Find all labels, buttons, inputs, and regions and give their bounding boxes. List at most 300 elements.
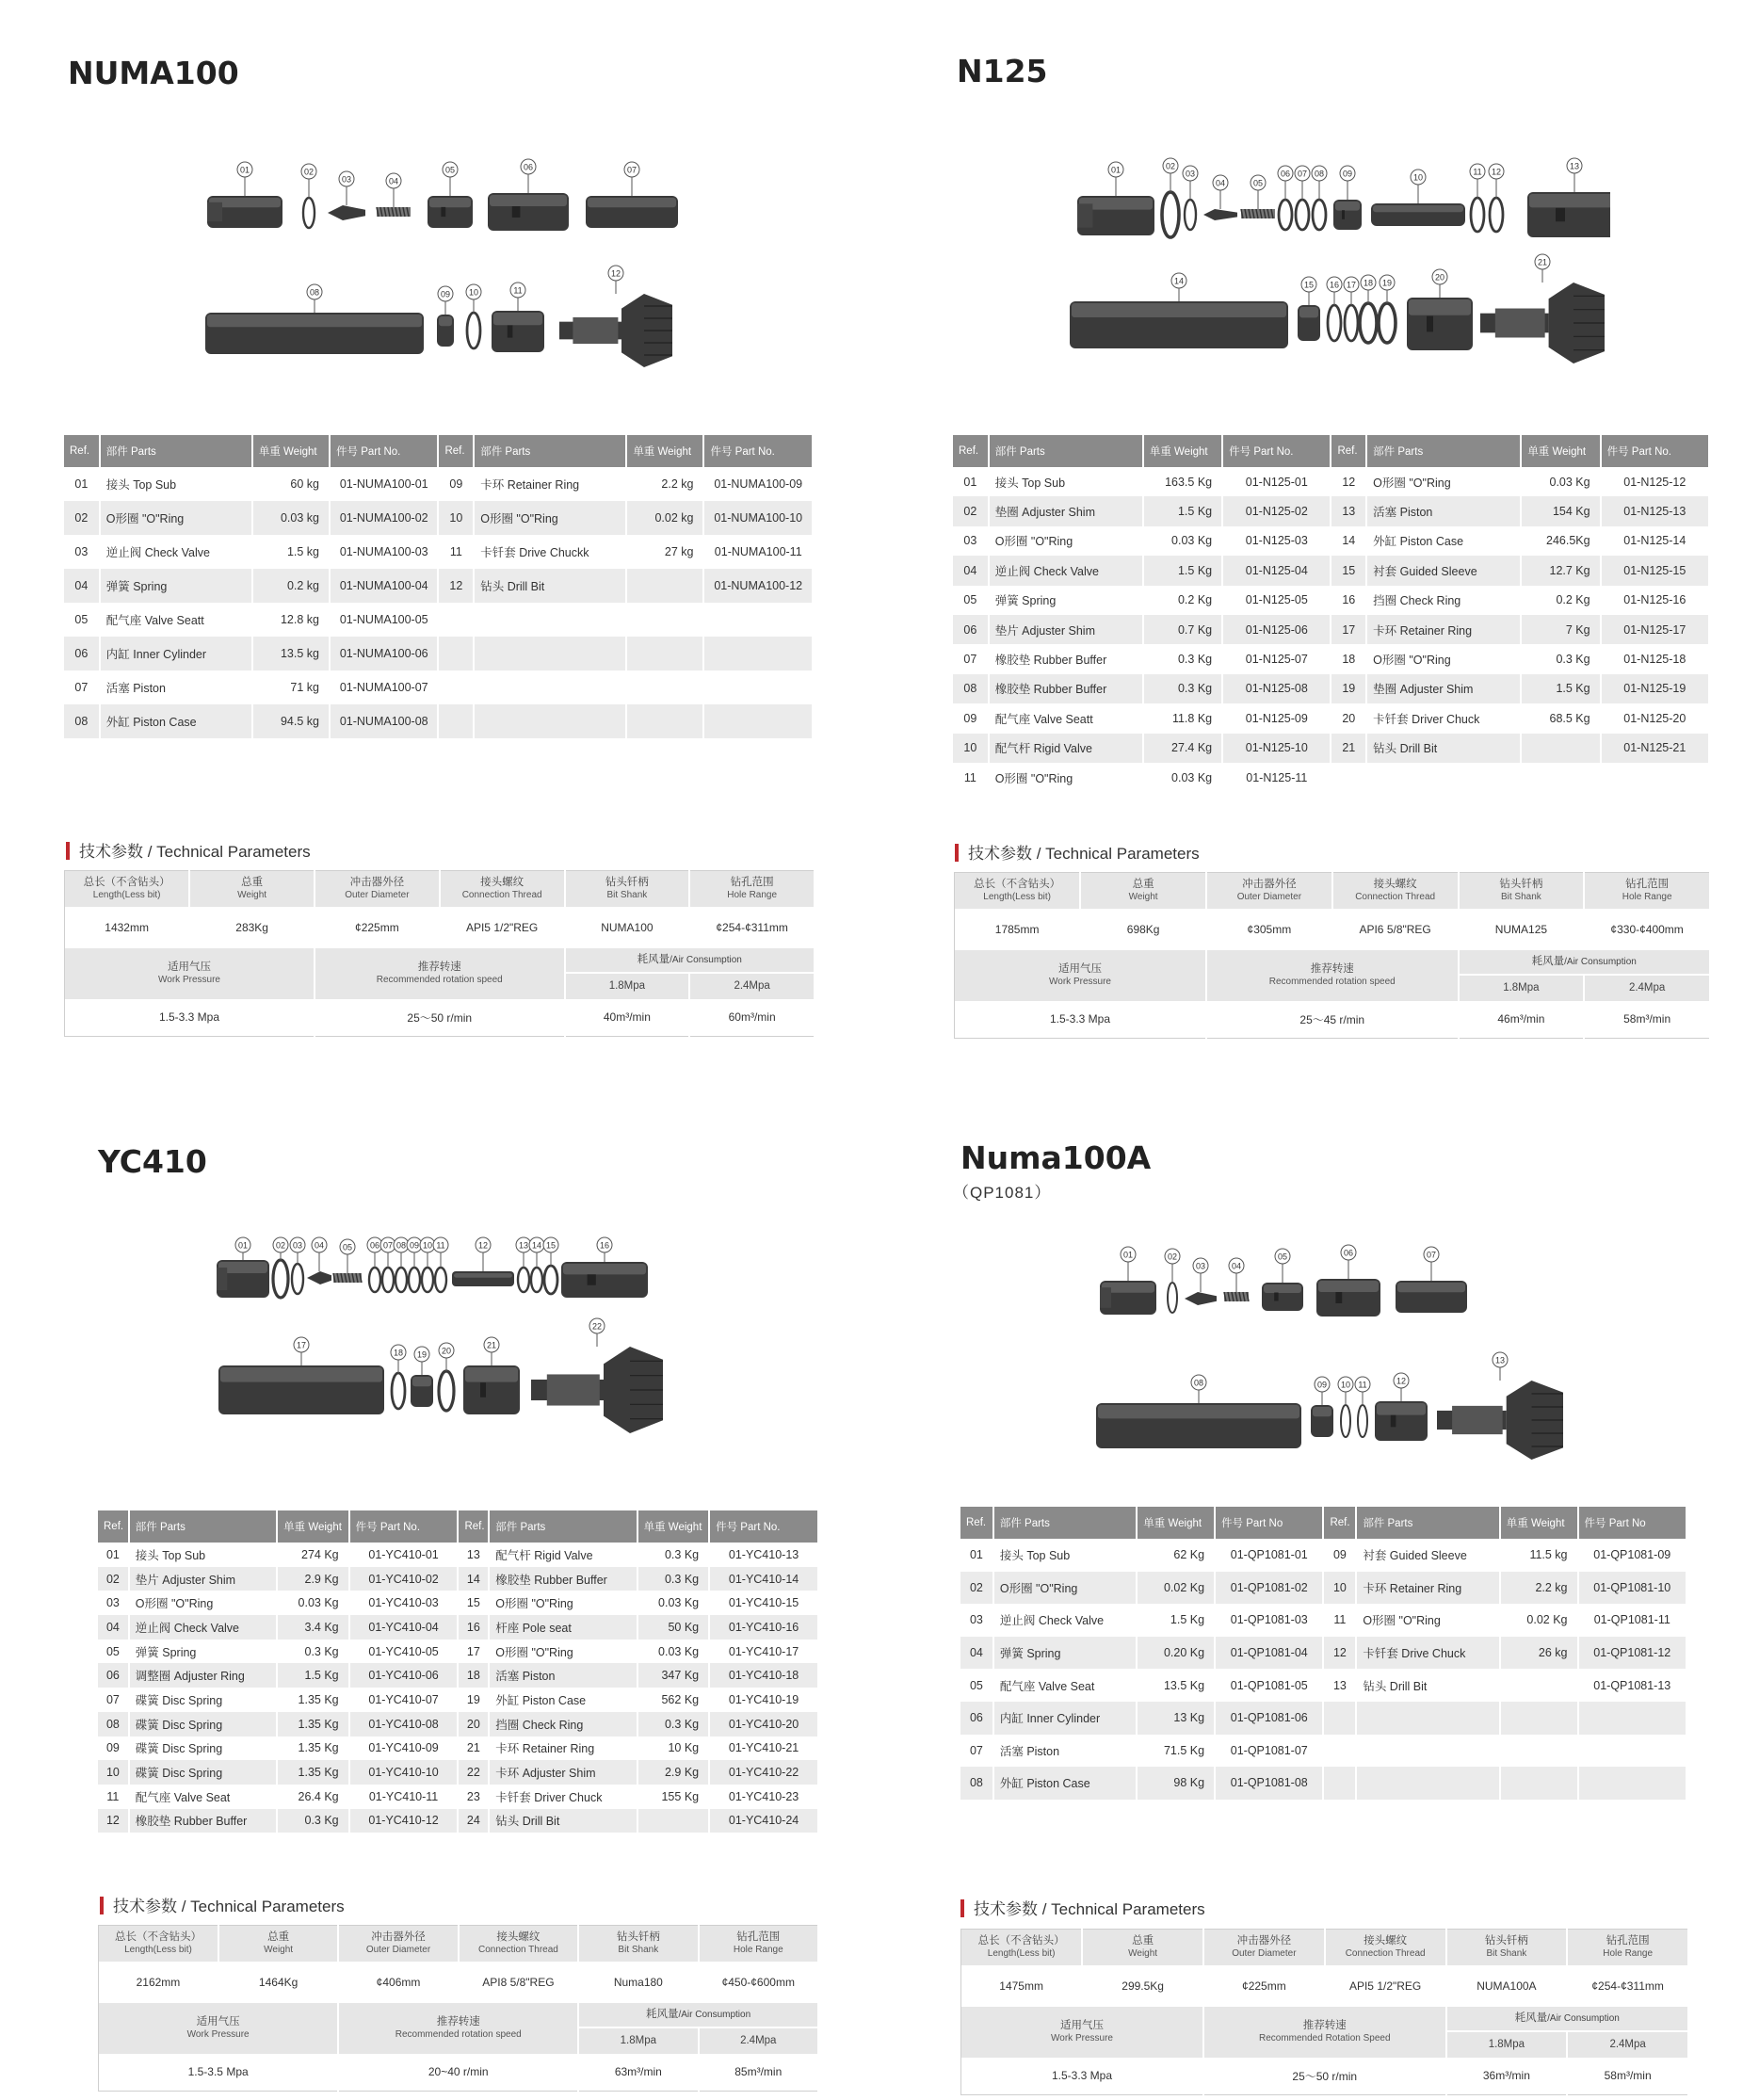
parts-col-header: Ref. <box>458 1510 489 1543</box>
piston-part <box>1371 203 1465 226</box>
parts-col-header: 部件 Parts <box>100 435 252 467</box>
spring-part <box>1224 1292 1249 1301</box>
callout-number: 08 <box>1193 1378 1204 1388</box>
part-name: O形圈 "O"Ring <box>129 1591 277 1615</box>
header-cn: 总长（不含钻头） <box>114 1930 202 1943</box>
callout-number: 07 <box>626 165 637 175</box>
header-en: Weight <box>264 1944 294 1955</box>
valve-part <box>328 205 365 220</box>
part-number: 01-QP1081-13 <box>1578 1669 1686 1702</box>
part-ref: 24 <box>458 1809 489 1833</box>
table-row <box>98 1785 818 1809</box>
header-en-inline: /Air Consumption <box>1564 956 1637 967</box>
part-name: 逆止阀 Check Valve <box>100 535 252 569</box>
header-cn: 接头螺纹 <box>480 876 524 888</box>
part-ref: 19 <box>1331 674 1366 703</box>
part-ref: 13 <box>1323 1669 1356 1702</box>
tech-params-heading-numa100a: 技术参数 / Technical Parameters <box>960 1896 1205 1919</box>
part-number: 01-N125-04 <box>1222 556 1331 585</box>
part-ref: 05 <box>64 603 100 637</box>
part-number: 01-N125-12 <box>1601 467 1709 496</box>
header-en: Bit Shank <box>606 889 648 900</box>
part-ref: 05 <box>98 1640 129 1664</box>
tech-col-header <box>1332 873 1459 909</box>
part-number: 01-YC410-17 <box>709 1640 818 1664</box>
part-name: 杆座 Pole seat <box>489 1615 637 1640</box>
spring-part <box>1241 209 1275 218</box>
header-en: Recommended rotation speed <box>1268 976 1396 987</box>
callout-number: 08 <box>309 287 320 298</box>
part-name: 逆止阀 Check Valve <box>993 1604 1137 1637</box>
bit-part <box>1437 1381 1563 1460</box>
o-ring-part <box>1328 305 1341 341</box>
header-en: Connection Thread <box>1355 891 1436 902</box>
tech-value-air-2: 58m³/min <box>1567 2058 1688 2095</box>
part-number: 01-YC410-20 <box>709 1712 818 1737</box>
part-number: 01-YC410-22 <box>709 1760 818 1785</box>
callout-number: 07 <box>1426 1250 1437 1260</box>
cyl-part <box>1375 1401 1428 1441</box>
part-name: 卡环 Retainer Ring <box>489 1737 637 1761</box>
part-number: 01-YC410-18 <box>709 1663 818 1688</box>
piston-part <box>1396 1281 1467 1313</box>
header-en: Hole Range <box>1622 891 1672 902</box>
header-cn: 推荐转速 <box>436 2015 480 2027</box>
part-ref: 23 <box>458 1785 489 1809</box>
part-number: 01-YC410-06 <box>349 1663 459 1688</box>
o-ring-part <box>1341 1405 1350 1437</box>
part-name: 衬套 Guided Sleeve <box>1366 556 1521 585</box>
part-number: 01-N125-05 <box>1222 586 1331 615</box>
tech-value-weight: 698Kg <box>1080 909 1206 950</box>
part-weight: 0.03 Kg <box>1521 467 1600 496</box>
part-weight: 7 Kg <box>1521 615 1600 644</box>
part-name: O形圈 "O"Ring <box>489 1591 637 1615</box>
header-cn: 接头螺纹 <box>1373 878 1417 890</box>
tech-col-header <box>440 871 565 907</box>
tech-col-header <box>1584 873 1710 909</box>
air-consumption-header <box>1446 2007 1689 2031</box>
part-name: O形圈 "O"Ring <box>1356 1604 1499 1637</box>
tech-values-row <box>955 909 1711 950</box>
parts-col-header: 件号 Part No. <box>1601 435 1709 467</box>
air-pressure-1: 1.8Mpa <box>1459 975 1585 1001</box>
empty-cell <box>474 704 626 738</box>
part-ref: 08 <box>64 704 100 738</box>
part-weight: 62 Kg <box>1137 1539 1215 1572</box>
part-number: 01-QP1081-10 <box>1578 1572 1686 1605</box>
callout-number: 16 <box>1329 280 1340 290</box>
empty-cell <box>1366 763 1521 792</box>
callout-number: 15 <box>1303 280 1315 290</box>
part-ref: 06 <box>98 1663 129 1688</box>
tech-col-header <box>578 1926 698 1962</box>
part-number: 01-NUMA100-12 <box>703 569 813 603</box>
part-ref: 03 <box>64 535 100 569</box>
sub-part <box>217 1260 269 1298</box>
table-row <box>64 467 813 501</box>
part-number: 01-NUMA100-03 <box>330 535 438 569</box>
part-number: 01-N125-02 <box>1222 496 1331 525</box>
tech-value-shank: NUMA125 <box>1459 909 1585 950</box>
part-weight: 0.3 Kg <box>637 1543 710 1567</box>
part-number: 01-YC410-08 <box>349 1712 459 1737</box>
part-ref: 04 <box>64 569 100 603</box>
part-name: 橡胶垫 Rubber Buffer <box>129 1809 277 1833</box>
empty-cell <box>438 637 474 670</box>
part-number: 01-YC410-23 <box>709 1785 818 1809</box>
part-weight: 246.5Kg <box>1521 526 1600 556</box>
part-ref: 04 <box>98 1615 129 1640</box>
tech-value-air-2: 60m³/min <box>689 999 815 1037</box>
empty-cell <box>626 637 703 670</box>
tech-col-header <box>689 871 815 907</box>
callout-number: 18 <box>1363 278 1374 288</box>
tech-values-row <box>99 1962 819 2003</box>
header-en: Weight <box>1128 1947 1158 1959</box>
parts-col-header: 单重 Weight <box>252 435 330 467</box>
tech-values-row <box>65 999 815 1037</box>
callout-number: 15 <box>545 1240 557 1251</box>
tech-value-hole: ¢254-¢311mm <box>1567 1965 1688 2007</box>
o-ring-part <box>1279 200 1292 230</box>
case-part <box>218 1365 384 1414</box>
part-name: 接头 Top Sub <box>993 1539 1137 1572</box>
part-number: 01-NUMA100-02 <box>330 501 438 535</box>
part-weight: 50 Kg <box>637 1615 710 1640</box>
parts-col-header: 单重 Weight <box>1137 1507 1215 1539</box>
part-number: 01-YC410-16 <box>709 1615 818 1640</box>
tech-params-heading-n125: 技术参数 / Technical Parameters <box>955 840 1200 864</box>
empty-cell <box>1578 1702 1686 1735</box>
work-pressure-header <box>955 950 1207 1001</box>
part-number: 01-N125-01 <box>1222 467 1331 496</box>
part-name: O形圈 "O"Ring <box>989 763 1143 792</box>
piston-part <box>586 196 678 228</box>
header-cn: 总重 <box>1132 1934 1154 1947</box>
part-ref: 20 <box>1331 703 1366 733</box>
part-weight: 347 Kg <box>637 1663 710 1688</box>
callout-number: 06 <box>1280 169 1291 179</box>
part-ref: 03 <box>98 1591 129 1615</box>
header-cn: 耗风量 <box>1514 2011 1548 2024</box>
part-ref: 10 <box>438 501 474 535</box>
part-name: 衬套 Guided Sleeve <box>1356 1539 1499 1572</box>
sub-part <box>1100 1281 1156 1315</box>
callout-number: 11 <box>1358 1380 1367 1390</box>
part-ref: 17 <box>1331 615 1366 644</box>
part-weight: 26 kg <box>1500 1637 1578 1670</box>
part-name: 钻头 Drill Bit <box>1356 1669 1499 1702</box>
header-en: Work Pressure <box>158 974 220 985</box>
part-weight: 11.5 kg <box>1500 1539 1578 1572</box>
callout-number: 07 <box>1297 169 1308 179</box>
part-weight: 60 kg <box>252 467 330 501</box>
table-row <box>960 1572 1686 1605</box>
parts-col-header: 部件 Parts <box>993 1507 1137 1539</box>
part-name: 卡环 Adjuster Shim <box>489 1760 637 1785</box>
parts-col-header: Ref. <box>953 435 989 467</box>
table-row <box>64 670 813 704</box>
header-en-inline: /Air Consumption <box>678 2009 751 2020</box>
part-weight: 10 Kg <box>637 1737 710 1761</box>
empty-cell <box>703 637 813 670</box>
tech-value-length: 1432mm <box>65 907 190 948</box>
o-ring-part <box>531 1268 542 1292</box>
table-row <box>953 586 1709 615</box>
header-en: Work Pressure <box>1051 2032 1113 2043</box>
tech-col-header <box>1459 873 1585 909</box>
table-row <box>64 501 813 535</box>
parts-col-header: 件号 Part No <box>1578 1507 1686 1539</box>
parts-col-header: 部件 Parts <box>489 1510 637 1543</box>
part-name: 调整圈 Adjuster Ring <box>129 1663 277 1688</box>
bit-part <box>559 294 672 367</box>
tech-col-header <box>65 871 190 907</box>
o-ring-part <box>395 1268 407 1292</box>
part-name: 卡钎套 Driver Chuck <box>1366 703 1521 733</box>
header-en-inline: /Air Consumption <box>670 954 742 965</box>
part-ref: 10 <box>1323 1572 1356 1605</box>
header-en: Outer Diameter <box>365 1944 431 1955</box>
header-en: Hole Range <box>733 1944 783 1955</box>
tech-values-row <box>65 907 815 948</box>
part-number: 01-N125-11 <box>1222 763 1331 792</box>
part-name: 配气座 Valve Seat <box>993 1669 1137 1702</box>
callout-number: 21 <box>1537 257 1548 267</box>
tech-value-od: ¢225mm <box>315 907 440 948</box>
part-number: 01-YC410-02 <box>349 1567 459 1591</box>
tech-values-row <box>99 2054 819 2092</box>
valve-part <box>1203 209 1237 220</box>
part-name: 橡胶垫 Rubber Buffer <box>489 1567 637 1591</box>
callout-number: 03 <box>292 1240 303 1251</box>
tech-value-air-1: 40m³/min <box>565 999 690 1037</box>
parts-col-header: 单重 Weight <box>1500 1507 1578 1539</box>
part-number: 01-QP1081-09 <box>1578 1539 1686 1572</box>
o-ring-part <box>1313 200 1326 230</box>
callout-number: 11 <box>436 1240 445 1251</box>
part-number: 01-YC410-14 <box>709 1567 818 1591</box>
part-ref: 11 <box>438 535 474 569</box>
part-ref: 14 <box>458 1567 489 1591</box>
callout-number: 16 <box>599 1240 610 1251</box>
part-number: 01-YC410-15 <box>709 1591 818 1615</box>
part-ref: 16 <box>1331 586 1366 615</box>
model-subtitle-numa100a: （QP1081） <box>953 1184 1052 1202</box>
callout-number: 14 <box>531 1240 542 1251</box>
part-name: 外缸 Piston Case <box>993 1767 1137 1800</box>
part-weight: 1.5 kg <box>252 535 330 569</box>
part-number: 01-N125-03 <box>1222 526 1331 556</box>
header-cn: 接头螺纹 <box>496 1930 541 1943</box>
cyl-part <box>1407 298 1473 350</box>
parts-col-header: 单重 Weight <box>277 1510 349 1543</box>
part-number: 01-N125-09 <box>1222 703 1331 733</box>
part-ref: 10 <box>953 734 989 763</box>
callout-number: 01 <box>1122 1250 1134 1260</box>
part-ref: 08 <box>98 1712 129 1737</box>
header-cn: 钻头钎柄 <box>605 876 649 888</box>
part-number: 01-N125-17 <box>1601 615 1709 644</box>
header-cn: 钻孔范围 <box>730 876 774 888</box>
part-name: 配气座 Valve Seatt <box>989 703 1143 733</box>
tech-col-header <box>961 1930 1083 1965</box>
part-number: 01-N125-07 <box>1222 644 1331 673</box>
tech-value-air-2: 58m³/min <box>1584 1001 1710 1039</box>
table-row <box>960 1767 1686 1800</box>
work-pressure-header <box>961 2007 1204 2058</box>
header-en: Hole Range <box>1603 1947 1654 1959</box>
part-ref: 12 <box>438 569 474 603</box>
o-ring-part <box>1162 192 1179 237</box>
part-weight: 1.35 Kg <box>277 1760 349 1785</box>
tech-params-table-yc410 <box>98 1925 819 2092</box>
tech-value-air-2: 85m³/min <box>699 2054 818 2092</box>
part-name: 弹簧 Spring <box>100 569 252 603</box>
part-name: 活塞 Piston <box>100 670 252 704</box>
part-weight <box>626 569 703 603</box>
part-name: 橡胶垫 Rubber Buffer <box>989 674 1143 703</box>
part-name: 挡圈 Check Ring <box>1366 586 1521 615</box>
tech-value-shank: NUMA100A <box>1446 1965 1568 2007</box>
part-number: 01-YC410-24 <box>709 1809 818 1833</box>
part-name: 碟簧 Disc Spring <box>129 1688 277 1712</box>
callout-number: 13 <box>1569 161 1580 171</box>
o-ring-part <box>1185 200 1196 230</box>
header-en: Connection Thread <box>477 1944 558 1955</box>
tech-col-header <box>1082 1930 1203 1965</box>
part-number: 01-NUMA100-05 <box>330 603 438 637</box>
table-row <box>960 1604 1686 1637</box>
callout-number: 12 <box>477 1240 489 1251</box>
part-number: 01-YC410-05 <box>349 1640 459 1664</box>
tech-col-header <box>565 871 690 907</box>
part-weight: 2.2 kg <box>1500 1572 1578 1605</box>
callout-number: 05 <box>1277 1252 1288 1262</box>
tech-value-thread: API5 1/2"REG <box>440 907 565 948</box>
o-ring-part <box>1490 198 1503 232</box>
air-consumption-header <box>578 2003 818 2027</box>
tech-value-air-1: 36m³/min <box>1446 2058 1568 2095</box>
part-number: 01-YC410-04 <box>349 1615 459 1640</box>
header-en: Recommended rotation speed <box>376 974 503 985</box>
cyl-part <box>492 311 544 352</box>
part-weight: 274 Kg <box>277 1543 349 1567</box>
part-name: 卡钎套 Drive Chuckk <box>474 535 626 569</box>
empty-cell <box>626 670 703 704</box>
part-ref: 08 <box>953 674 989 703</box>
callout-number: 09 <box>1342 169 1353 179</box>
part-number: 01-QP1081-08 <box>1215 1767 1323 1800</box>
cyl-part <box>463 1365 520 1414</box>
part-weight: 12.7 Kg <box>1521 556 1600 585</box>
parts-col-header: 件号 Part No. <box>349 1510 459 1543</box>
valve-part <box>307 1271 331 1284</box>
tech-col-header <box>218 1926 338 1962</box>
tech-col-header <box>1203 1930 1325 1965</box>
part-name: 接头 Top Sub <box>129 1543 277 1567</box>
header-cn: 总重 <box>267 1930 290 1943</box>
tech-value-weight: 1464Kg <box>218 1962 338 2003</box>
part-weight: 1.5 Kg <box>277 1663 349 1688</box>
part-ref: 09 <box>438 467 474 501</box>
part-ref: 02 <box>98 1567 129 1591</box>
table-row <box>953 615 1709 644</box>
part-weight: 71 kg <box>252 670 330 704</box>
part-weight: 11.8 Kg <box>1143 703 1222 733</box>
tech-value-weight: 299.5Kg <box>1082 1965 1203 2007</box>
part-number: 01-N125-06 <box>1222 615 1331 644</box>
o-ring-part <box>409 1268 420 1292</box>
part-name: 配气座 Valve Seatt <box>100 603 252 637</box>
part-name: 卡环 Retainer Ring <box>1356 1572 1499 1605</box>
tech-header-row <box>961 2007 1689 2031</box>
empty-cell <box>626 704 703 738</box>
tech-header-row <box>955 950 1711 975</box>
table-row <box>98 1543 818 1567</box>
o-ring-part <box>544 1266 557 1294</box>
header-cn: 推荐转速 <box>1310 962 1354 975</box>
tech-params-table-n125 <box>954 872 1711 1039</box>
empty-cell <box>438 603 474 637</box>
model-title-numa100: NUMA100 <box>68 55 239 91</box>
part-ref: 13 <box>458 1543 489 1567</box>
part-ref: 11 <box>953 763 989 792</box>
seat-part <box>1262 1283 1303 1311</box>
tech-params-heading-numa100: 技术参数 / Technical Parameters <box>66 838 311 862</box>
table-row <box>98 1640 818 1664</box>
part-ref: 07 <box>953 644 989 673</box>
part-number: 01-N125-21 <box>1601 734 1709 763</box>
tech-value-thread: API5 1/2"REG <box>1325 1965 1446 2007</box>
part-name: 卡环 Retainer Ring <box>474 467 626 501</box>
part-ref: 12 <box>98 1809 129 1833</box>
callout-number: 02 <box>275 1240 286 1251</box>
part-ref: 04 <box>953 556 989 585</box>
header-en: Bit Shank <box>1500 891 1541 902</box>
part-name: 外缸 Piston Case <box>1366 526 1521 556</box>
part-weight: 0.02 kg <box>626 501 703 535</box>
part-weight: 0.03 Kg <box>277 1591 349 1615</box>
part-weight: 0.3 Kg <box>277 1809 349 1833</box>
part-number: 01-NUMA100-09 <box>703 467 813 501</box>
header-cn: 总长（不含钻头） <box>974 878 1061 890</box>
header-en: Outer Diameter <box>1232 1947 1297 1959</box>
part-number: 01-YC410-21 <box>709 1737 818 1761</box>
callout-number: 10 <box>422 1240 433 1251</box>
table-row <box>953 734 1709 763</box>
part-weight: 68.5 Kg <box>1521 703 1600 733</box>
header-en: Work Pressure <box>1049 976 1111 987</box>
callout-number: 22 <box>591 1321 603 1332</box>
empty-cell <box>1578 1735 1686 1768</box>
part-weight: 71.5 Kg <box>1137 1735 1215 1768</box>
part-ref: 07 <box>98 1688 129 1712</box>
part-name: 钻头 Drill Bit <box>489 1809 637 1833</box>
tech-value-od: ¢305mm <box>1206 909 1332 950</box>
table-row <box>98 1567 818 1591</box>
tech-params-heading-yc410: 技术参数 / Technical Parameters <box>100 1893 345 1916</box>
rotation-speed-header <box>1206 950 1459 1001</box>
header-cn: 冲击器外径 <box>1242 878 1297 890</box>
empty-cell <box>703 603 813 637</box>
empty-cell <box>1323 1702 1356 1735</box>
tech-value-od: ¢406mm <box>338 1962 458 2003</box>
table-row <box>64 603 813 637</box>
part-ref: 01 <box>960 1539 993 1572</box>
part-ref: 12 <box>1323 1637 1356 1670</box>
